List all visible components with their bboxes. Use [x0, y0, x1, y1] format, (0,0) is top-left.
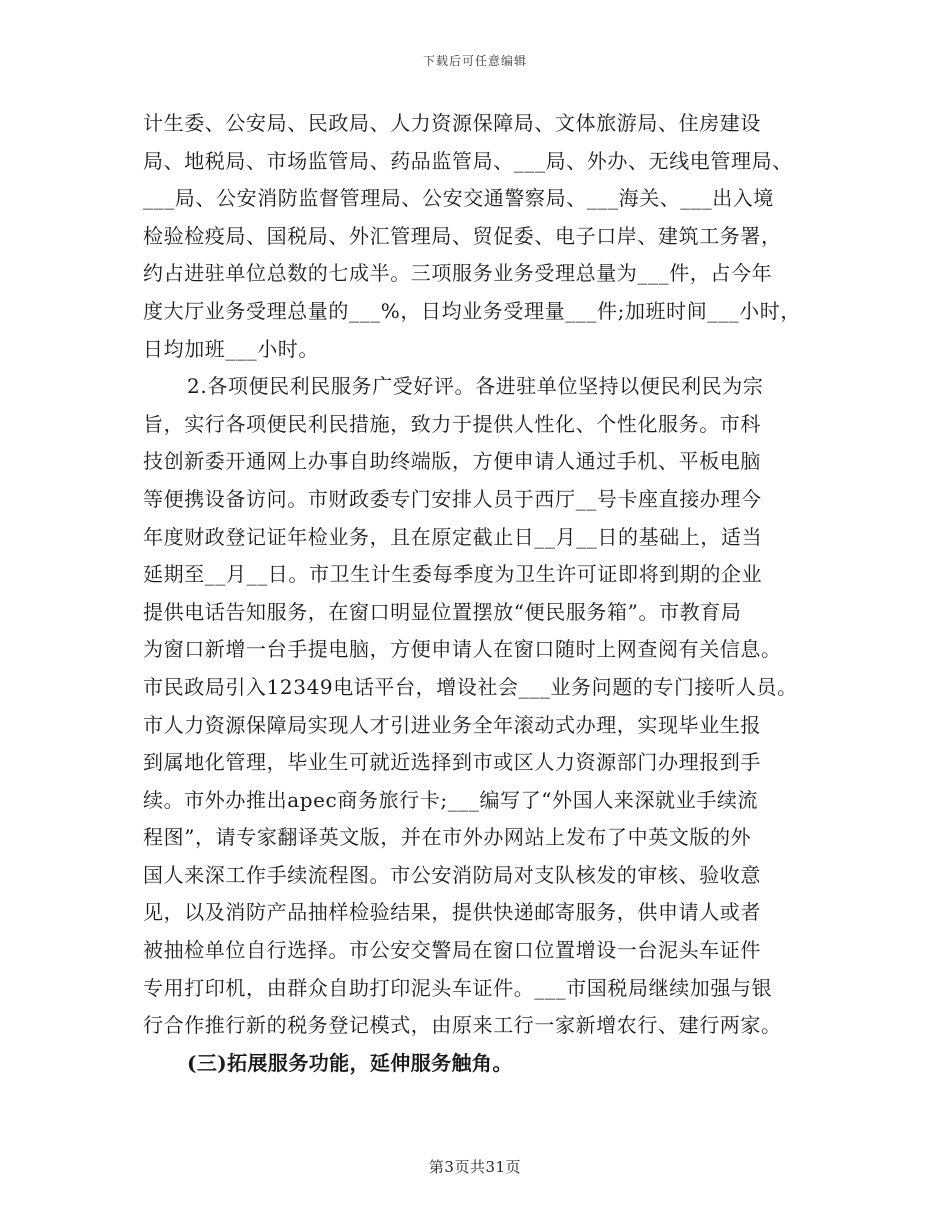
body-line: 续。市外办推出apec商务旅行卡;___编写了“外国人来深就业手续流 [143, 787, 759, 812]
body-line: 计生委、公安局、民政局、人力资源保障局、文体旅游局、住房建设 [143, 111, 761, 135]
document-body [143, 105, 823, 1082]
body-line: 技创新委开通网上办事自助终端版，方便申请人通过手机、平板电脑 [143, 449, 761, 474]
body-line: 见，以及消防产品抽样检验结果，提供快递邮寄服务，供申请人或者 [143, 900, 761, 925]
paragraph-start-line: 2.各项便民利民服务广受好评。各进驻单位坚持以便民利民为宗 [187, 374, 764, 399]
body-line: 延期至__月__日。市卫生计生委每季度为卫生许可证即将到期的企业 [143, 562, 763, 587]
body-line: 局、地税局、市场监管局、药品监管局、___局、外办、无线电管理局、 [143, 148, 793, 173]
body-line: 提供电话告知服务，在窗口明显位置摆放“便民服务箱”。市教育局 [143, 599, 742, 624]
body-line: 日均加班___小时。 [143, 336, 319, 361]
body-line: 国人来深工作手续流程图。市公安消防局对支队核发的审核、验收意 [143, 862, 761, 887]
body-line: 为窗口新增一台手提电脑，方便申请人在窗口随时上网查阅有关信息。 [143, 637, 782, 662]
body-line: 度大厅业务受理总量的___%，日均业务受理量___件;加班时间___小时， [143, 298, 801, 323]
body-line: 检验检疫局、国税局、外汇管理局、贸促委、电子口岸、建筑工务署， [143, 223, 782, 248]
body-line: ___局、公安消防监督管理局、公安交通警察局、___海关、___出入境 [143, 186, 774, 211]
page-header-note: 下载后可任意编辑 [422, 54, 527, 68]
body-line: 等便携设备访问。市财政委专门安排人员于西厅__号卡座直接办理今 [143, 486, 762, 511]
body-line: 市人力资源保障局实现人才引进业务全年滚动式办理，实现毕业生报 [143, 712, 761, 737]
section-heading: (三)拓展服务功能，延伸服务触角。 [187, 1050, 513, 1075]
body-line: 旨，实行各项便民利民措施，致力于提供人性化、个性化服务。市科 [143, 411, 761, 436]
body-line: 专用打印机，由群众自助打印泥头车证件。___市国税局继续加强与银 [143, 975, 773, 1000]
page-number: 第3页共31页 [428, 1158, 522, 1176]
body-line: 年度财政登记证年检业务，且在原定截止日__月__日的基础上，适当 [143, 524, 763, 549]
body-line: 行合作推行新的税务登记模式，由原来工行一家新增农行、建行两家。 [143, 1013, 782, 1038]
body-line: 程图”，请专家翻译英文版，并在市外办网站上发布了中英文版的外 [143, 825, 752, 850]
body-line: 被抽检单位自行选择。市公安交警局在窗口位置增设一台泥头车证件 [143, 938, 761, 963]
body-line: 约占进驻单位总数的七成半。三项服务业务受理总量为___件，占今年 [143, 261, 773, 286]
body-line: 市民政局引入12349电话平台，增设社会___业务问题的专门接听人员。 [143, 674, 798, 699]
body-line: 到属地化管理，毕业生可就近选择到市或区人力资源部门办理报到手 [143, 750, 761, 775]
